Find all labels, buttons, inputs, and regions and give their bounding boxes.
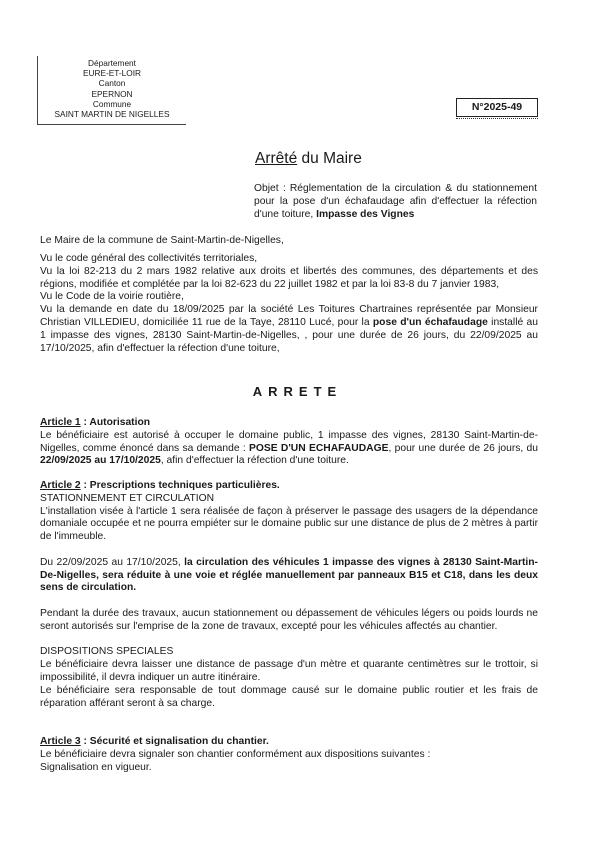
- article-1-bold-b: 22/09/2025 au 17/10/2025: [40, 455, 161, 467]
- article-1-text-c: , afin d'effectuer la réfection d'une toiture.: [160, 455, 349, 467]
- visa-cgct: Vu le code général des collectivités territoriales,: [40, 253, 258, 264]
- subject-text: Réglementation de la circulation & du stationnement pour la pose d'un échafaudage afin d'effectuer la réfection d'une toiture,: [254, 183, 537, 220]
- article-2-stationnement: Pendant la durée des travaux, aucun stationnement ou dépassement de véhicules légers ou poids lourds ne seront autorisés sur l'emprise de la zone de travaux, excepté pour les véhicules affectés au chantier.: [40, 607, 538, 632]
- visas-block: [40, 253, 538, 355]
- article-1-heading: : Autorisation: [80, 417, 151, 428]
- article-2-circulation: [40, 557, 538, 595]
- article-1-bold-a: POSE D'UN ECHAFAUDAGE: [245, 442, 389, 454]
- reference-underline: [456, 118, 538, 119]
- admin-line-canton: Canton: [98, 78, 126, 89]
- article-3-heading: : Sécurité et signalisation du chantier.: [80, 736, 269, 747]
- visa-demande: [40, 304, 538, 355]
- article-3-number: Article 3: [40, 736, 81, 747]
- article-1-number: Article 1: [40, 417, 81, 428]
- article-3: [40, 736, 538, 774]
- subject-location: Impasse des Vignes: [313, 208, 415, 220]
- subject-label: Objet :: [254, 183, 286, 194]
- administrative-header: [37, 56, 186, 125]
- admin-line-departement: Département: [88, 58, 136, 68]
- admin-line-commune: Commune: [92, 98, 132, 109]
- article-1-title: [40, 417, 538, 430]
- article-2-subheading-dispositions: DISPOSITIONS SPECIALES: [40, 646, 174, 658]
- article-1: [40, 417, 538, 468]
- visa-demande-text-end: installé au 1 impasse des vignes, 28130 Saint-Martin-de-Nigelles, , pour une durée de 26 jours, du 22/09/2025 au 17/10/2025, afin d'effectuer la réfection d'une toiture,: [40, 316, 538, 354]
- visa-demande-text: Vu la demande en date du 18/09/2025 par la société Les Toitures Chartraines représentée par Monsieur Christian VILLEDIEU, domiciliée 11 rue de la Taye, 28110 Lucé, pour la: [40, 304, 538, 328]
- article-2-subheading-stationnement: STATIONNEMENT ET CIRCULATION: [40, 492, 215, 504]
- article-1-text-a: Le bénéficiaire est autorisé à occuper le domaine public, 1 impasse des vignes, 28130 Saint-Martin-de-Nigelles, comme énoncé dans sa demande :: [40, 429, 538, 454]
- visa-code-voirie: Vu le Code de la voirie routière,: [40, 291, 184, 303]
- title-rest: du Maire: [297, 150, 362, 167]
- title-underlined: Arrêté: [255, 150, 298, 167]
- article-1-text-b: , pour une durée de 26 jours, du: [388, 442, 538, 454]
- article-3-body: Le bénéficiaire devra signaler son chantier conformément aux dispositions suivantes :: [40, 748, 431, 760]
- admin-line-canton-name: EPERNON: [91, 88, 133, 99]
- article-2-title: [40, 480, 538, 493]
- article-2: [40, 480, 538, 710]
- mayor-intro: Le Maire de la commune de Saint-Martin-de-Nigelles,: [40, 235, 284, 246]
- article-2-passage: Le bénéficiaire devra laisser une distance de passage d'un mètre et quarante centimètres sur le trottoir, si impossibilité, il devra indiquer un autre itinéraire.: [40, 659, 538, 683]
- visa-demande-bold: pose d'un échafaudage: [369, 316, 488, 328]
- article-2-circulation-bold: la circulation des véhicules 1 impasse des vignes à 28130 Saint-Martin-De-Nigelles, sera réduite à une voie et réglée manuellement par panneaux B15 et C18, dans les deux sens de circulation.: [40, 556, 538, 594]
- article-2-installation: L'installation visée à l'article 1 sera réalisée de façon à préserver le passage des usagers de la dépendance domaniale occupée et ne pourra empiéter sur le domaine public sur une distance de plus de 2 mètres à partir de l'immeuble.: [40, 505, 538, 543]
- decree-number: N°2025-49: [456, 98, 538, 117]
- subject-block: [254, 183, 537, 221]
- article-2-responsabilite: Le bénéficiaire sera responsable de tout dommage causé sur le domaine public routier et les frais de réparation afférant seront à sa charge.: [40, 684, 538, 709]
- article-1-body: [40, 430, 538, 468]
- arrete-heading: ARRETE: [252, 384, 343, 399]
- article-2-circulation-dates: Du 22/09/2025 au 17/10/2025,: [40, 556, 181, 568]
- admin-line-commune-name: SAINT MARTIN DE NIGELLES: [54, 109, 170, 120]
- article-2-number: Article 2: [40, 480, 81, 491]
- article-2-heading: : Prescriptions techniques particulières.: [80, 480, 280, 491]
- visa-loi-82-213: Vu la loi 82-213 du 2 mars 1982 relative aux droits et libertés des communes, des départements et des régions, modifiée et complétée par la loi 82-623 du 22 juillet 1982 et par la loi 83-8 du 7 janvier 1983,: [40, 265, 538, 290]
- admin-line-departement-name: EURE-ET-LOIR: [82, 68, 142, 79]
- article-3-title: [40, 736, 538, 749]
- article-3-signalisation: Signalisation en vigueur.: [40, 761, 152, 773]
- page-title: [255, 150, 362, 168]
